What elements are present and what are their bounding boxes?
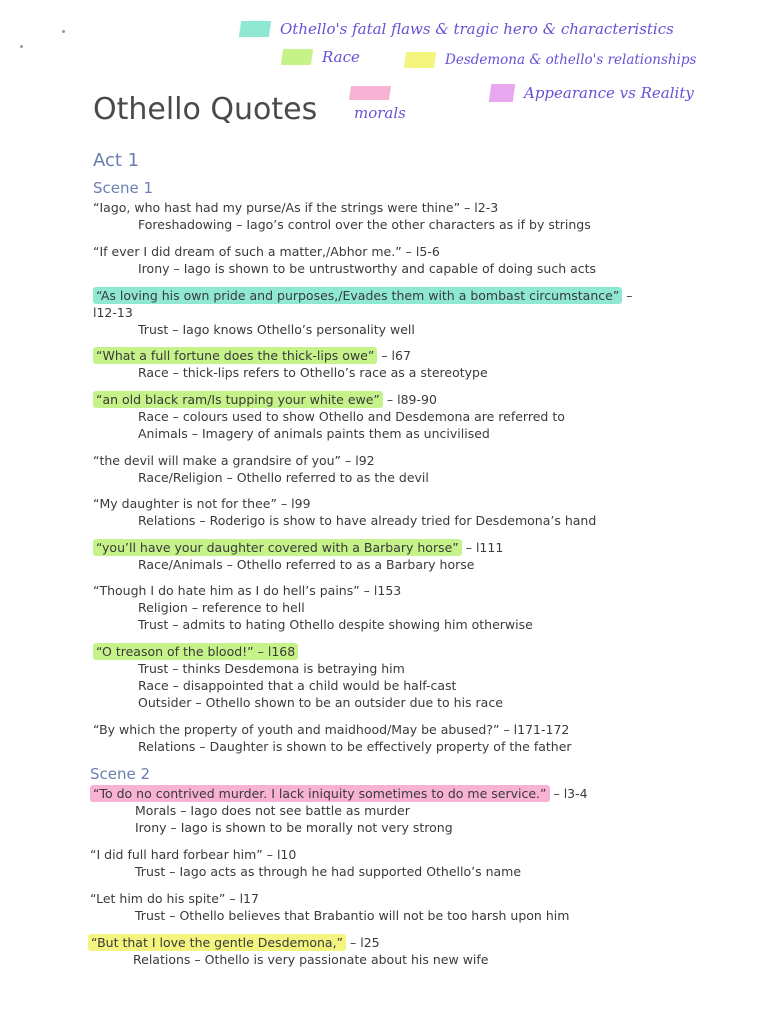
- quote-entry: [93, 495, 693, 529]
- quote-line: [88, 934, 688, 951]
- quote-text: “the devil will make a grandsire of you”: [93, 453, 342, 468]
- quote-entry: [90, 890, 690, 924]
- quote-line: [93, 495, 693, 512]
- act-heading: Act 1: [93, 150, 140, 171]
- analysis-note: Race – thick-lips refers to Othello’s race as a stereotype: [138, 365, 488, 380]
- quote-entry: [90, 785, 690, 836]
- legend-item-race: [282, 48, 360, 66]
- line-ref: – l99: [276, 496, 311, 511]
- quote-line: [93, 539, 693, 556]
- analysis-note: Race – colours used to show Othello and Desdemona are referred to: [138, 409, 565, 424]
- quote-text: “As loving his own pride and purposes,/Evades them with a bombast circumstance”: [93, 287, 622, 304]
- analysis-note: Trust – Iago acts as through he had supported Othello’s name: [135, 864, 522, 879]
- quote-entry: [88, 934, 688, 968]
- quote-line: [93, 391, 693, 408]
- quote-entry: [93, 391, 693, 442]
- quote-line: [90, 846, 690, 863]
- analysis-note: Irony – Iago is shown to be morally not very strong: [135, 820, 453, 835]
- analysis-note: Trust – Othello believes that Brabantio will not be too harsh upon him: [135, 908, 570, 923]
- line-ref: – l25: [346, 935, 380, 950]
- legend-label: Appearance vs Reality: [524, 84, 694, 102]
- quote-text: “O treason of the blood!” – l168: [93, 643, 298, 660]
- quote-entry: [93, 199, 693, 233]
- analysis-note: Race/Religion – Othello referred to as the devil: [138, 470, 429, 485]
- quote-entry: [93, 582, 693, 633]
- line-ref: – l171-172: [499, 722, 570, 737]
- quote-entry: [93, 643, 693, 711]
- legend-item-flaws: [240, 20, 674, 38]
- quote-line: [93, 643, 693, 660]
- legend-item-morals: [350, 86, 406, 122]
- legend-label: Othello's fatal flaws & tragic hero & characteristics: [280, 20, 674, 38]
- line-ref-continued: l12-13: [93, 305, 133, 320]
- analysis-note: Outsider – Othello shown to be an outsider due to his race: [138, 695, 503, 710]
- quote-line: [93, 287, 693, 304]
- quote-text: “Let him do his spite”: [90, 891, 226, 906]
- quote-text: “To do no contrived murder. I lack iniquity sometimes to do me service.”: [90, 785, 550, 802]
- quote-text: “If ever I did dream of such a matter,/Abhor me.”: [93, 244, 402, 259]
- legend-swatch: [404, 52, 436, 68]
- legend-swatch: [349, 86, 391, 100]
- page-title: Othello Quotes: [93, 92, 318, 127]
- line-ref: – l17: [225, 891, 259, 906]
- quote-entry: [93, 347, 693, 381]
- analysis-note: Religion – reference to hell: [138, 600, 305, 615]
- line-ref: – l5-6: [401, 244, 440, 259]
- line-ref: – l3-4: [549, 786, 588, 801]
- analysis-note: Race/Animals – Othello referred to as a Barbary horse: [138, 557, 475, 572]
- line-ref: –: [622, 288, 633, 303]
- analysis-note: Animals – Imagery of animals paints them as uncivilised: [138, 426, 490, 441]
- quote-text: “an old black ram/Is tupping your white ewe”: [93, 391, 383, 408]
- speck: [20, 45, 23, 48]
- quote-entry: [93, 721, 693, 755]
- line-ref: – l89-90: [382, 392, 437, 407]
- quote-entry: [93, 452, 693, 486]
- legend-swatch: [239, 21, 271, 37]
- quote-entry: [93, 287, 693, 338]
- legend-label: Desdemona & othello's relationships: [445, 52, 697, 68]
- analysis-note: Foreshadowing – Iago’s control over the other characters as if by strings: [138, 217, 591, 232]
- analysis-note: Race – disappointed that a child would be half-cast: [138, 678, 457, 693]
- analysis-note: Trust – thinks Desdemona is betraying him: [138, 661, 405, 676]
- quote-text: “you’ll have your daughter covered with a Barbary horse”: [93, 539, 462, 556]
- analysis-note: Trust – admits to hating Othello despite showing him otherwise: [138, 617, 533, 632]
- legend-item-relationships: [405, 52, 696, 68]
- quote-line: [90, 785, 690, 802]
- analysis-note: Relations – Roderigo is show to have already tried for Desdemona’s hand: [138, 513, 597, 528]
- legend-item-appearance: [490, 84, 694, 102]
- analysis-note: Irony – Iago is shown to be untrustworthy and capable of doing such acts: [138, 261, 597, 276]
- scene-heading: Scene 1: [93, 179, 154, 197]
- quote-line: [93, 199, 693, 216]
- line-ref: – l153: [359, 583, 402, 598]
- line-ref: – l2-3: [460, 200, 499, 215]
- quote-entry: [93, 243, 693, 277]
- quote-text: “Iago, who hast had my purse/As if the strings were thine”: [93, 200, 461, 215]
- legend-swatch: [489, 84, 516, 102]
- line-ref: – l111: [461, 540, 504, 555]
- quote-entry: [93, 539, 693, 573]
- quote-line: [93, 452, 693, 469]
- legend-label: Race: [322, 48, 360, 66]
- quote-line: [93, 582, 693, 599]
- quote-line: [93, 243, 693, 260]
- quote-text: “Though I do hate him as I do hell’s pains”: [93, 583, 360, 598]
- legend-swatch: [281, 49, 313, 65]
- analysis-note: Morals – Iago does not see battle as murder: [135, 803, 410, 818]
- quote-text: “I did full hard forbear him”: [90, 847, 263, 862]
- speck: [62, 30, 65, 33]
- line-ref: – l10: [262, 847, 297, 862]
- quote-text: “My daughter is not for thee”: [93, 496, 277, 511]
- quote-entry: [90, 846, 690, 880]
- quote-text: “But that I love the gentle Desdemona,”: [88, 934, 346, 951]
- quote-text: “By which the property of youth and maidhood/May be abused?”: [93, 722, 500, 737]
- quote-text: “What a full fortune does the thick-lips owe”: [93, 347, 377, 364]
- analysis-note: Relations – Daughter is shown to be effectively property of the father: [138, 739, 572, 754]
- legend-label: morals: [354, 104, 406, 122]
- analysis-note: Trust – Iago knows Othello’s personality well: [138, 322, 415, 337]
- quote-line: [90, 890, 690, 907]
- line-ref: – l92: [341, 453, 375, 468]
- quote-line: [93, 721, 693, 738]
- quote-line: [93, 347, 693, 364]
- scene-heading: Scene 2: [90, 765, 151, 783]
- line-ref: – l67: [377, 348, 411, 363]
- analysis-note: Relations – Othello is very passionate about his new wife: [133, 952, 489, 967]
